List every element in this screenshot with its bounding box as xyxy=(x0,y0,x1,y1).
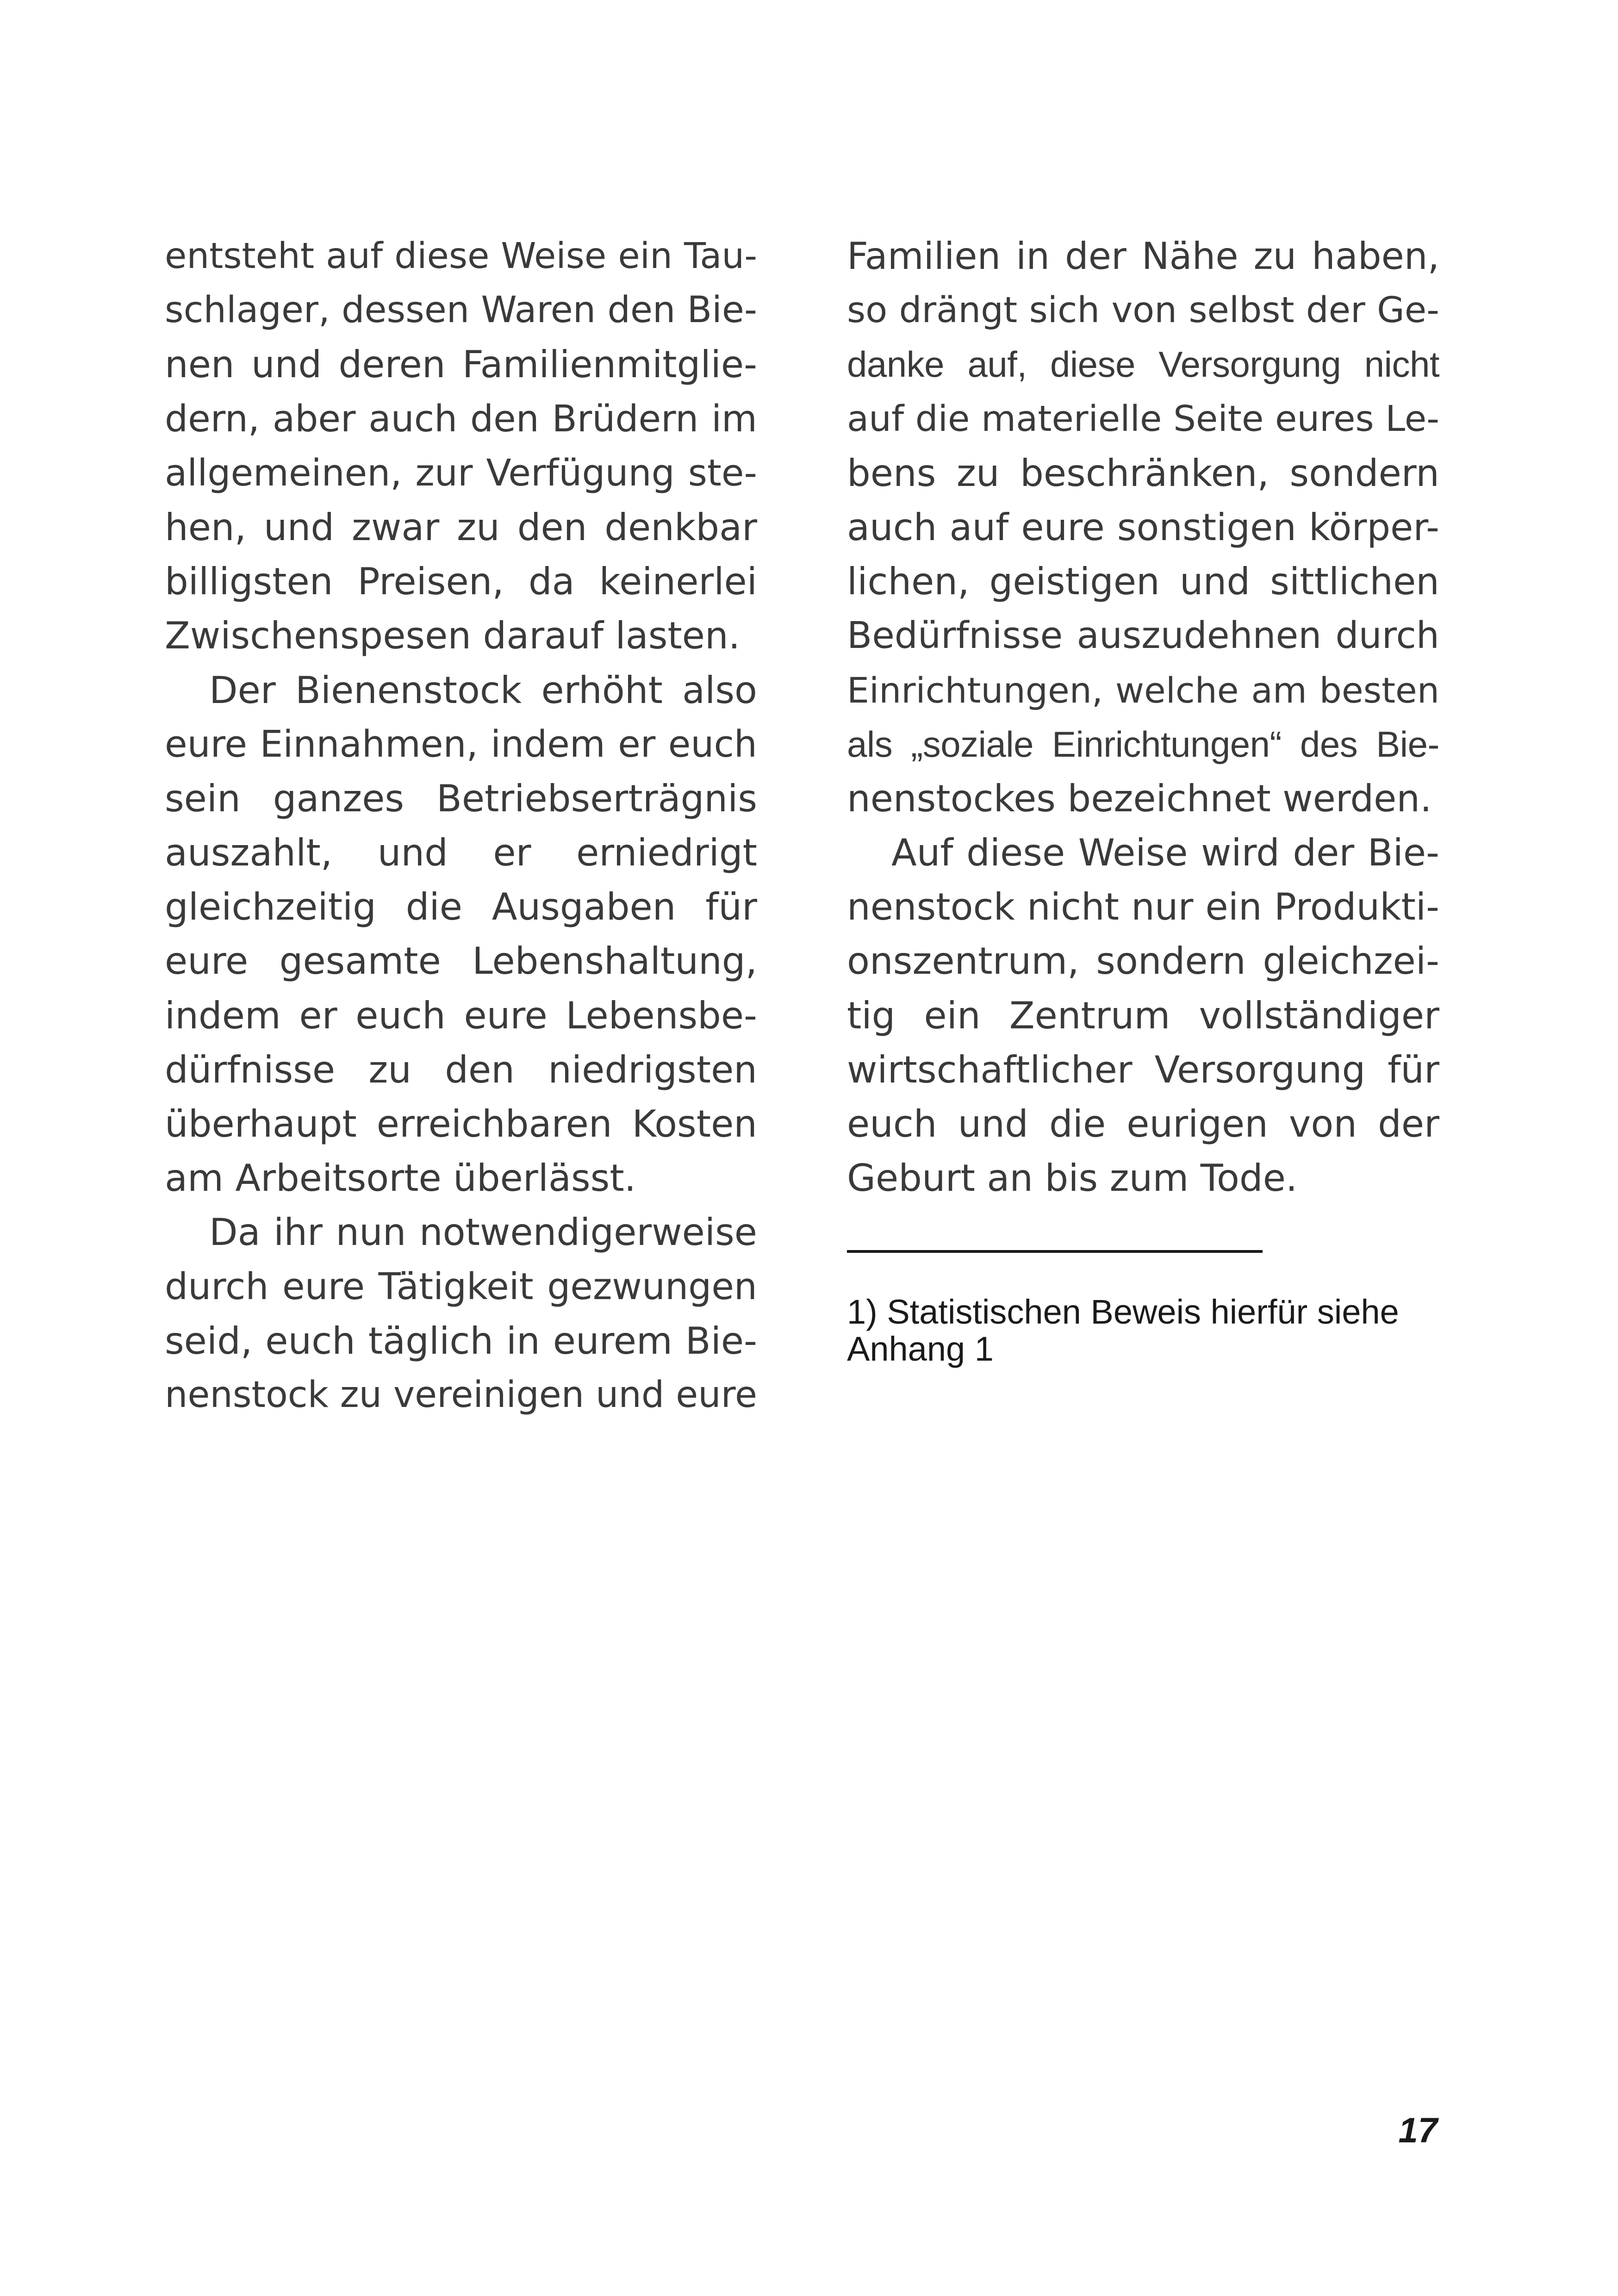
text-line: allgemeinen, zur Verfügung ste- xyxy=(165,451,757,494)
text-line: nenstock zu vereinigen und eure xyxy=(165,1374,757,1416)
paragraph-first-line: Der Bienenstock erhöht also xyxy=(209,668,757,712)
text-line: am Arbeitsorte überlässt. xyxy=(165,1157,636,1200)
paragraph-first-line: Auf diese Weise wird der Bie- xyxy=(891,831,1439,875)
text-line: eure gesamte Lebenshaltung, xyxy=(165,940,757,983)
footnote-divider xyxy=(847,1250,1263,1253)
text-line: nen und deren Familienmitglie- xyxy=(165,343,757,386)
text-line: tig ein Zentrum vollständiger xyxy=(847,994,1439,1037)
paragraph-first-line: Da ihr nun notwendigerweise xyxy=(209,1211,757,1254)
right-text-column xyxy=(847,229,1439,1205)
footnote xyxy=(847,1294,1449,1368)
text-line: auf die materielle Seite eures Le- xyxy=(847,398,1439,440)
text-line: hen, und zwar zu den denkbar xyxy=(165,505,757,549)
text-line: schlager, dessen Waren den Bie- xyxy=(165,289,757,331)
text-line: Familien in der Nähe zu haben, xyxy=(847,235,1439,278)
text-line: so drängt sich von selbst der Ge- xyxy=(847,290,1439,331)
text-line: bens zu beschränken, sondern xyxy=(847,451,1439,495)
text-line: lichen, geistigen und sittlichen xyxy=(847,560,1439,604)
text-line: onszentrum, sondern gleichzei- xyxy=(847,940,1439,983)
text-line: Einrichtungen, welche am besten xyxy=(847,669,1439,711)
text-line: danke auf, diese Versorgung nicht xyxy=(847,344,1439,385)
text-line: wirtschaftlicher Versorgung für xyxy=(847,1048,1439,1091)
text-line: nenstockes bezeichnet werden. xyxy=(847,777,1432,820)
text-line: als „soziale Einrichtungen“ des Bie- xyxy=(847,723,1439,765)
text-line: sein ganzes Betriebserträgnis xyxy=(165,777,757,820)
text-line: Bedürfnisse auszudehnen durch xyxy=(847,614,1439,657)
page-number: 17 xyxy=(1398,2111,1438,2150)
footnote-line: Anhang 1 xyxy=(847,1330,994,1368)
text-line: Zwischenspesen darauf lasten. xyxy=(165,614,741,658)
text-line: Geburt an bis zum Tode. xyxy=(847,1157,1298,1200)
text-line: nenstock nicht nur ein Produkti- xyxy=(847,885,1439,929)
text-line: euch und die eurigen von der xyxy=(847,1102,1439,1145)
text-line: auch auf eure sonstigen körper- xyxy=(847,505,1439,549)
footnote-line: 1) Statistischen Beweis hierfür siehe xyxy=(847,1293,1399,1331)
text-line: indem er euch eure Lebensbe- xyxy=(165,994,757,1037)
text-line: dern, aber auch den Brüdern im xyxy=(165,397,757,440)
text-line: überhaupt erreichbaren Kosten xyxy=(165,1102,757,1145)
text-line: entsteht auf diese Weise ein Tau- xyxy=(165,236,757,277)
text-line: auszahlt, und er erniedrigt xyxy=(165,831,757,875)
text-line: durch eure Tätigkeit gezwungen xyxy=(165,1265,757,1308)
text-line: seid, euch täglich in eurem Bie- xyxy=(165,1319,757,1363)
text-line: dürfnisse zu den niedrigsten xyxy=(165,1048,757,1091)
text-line: eure Einnahmen, indem er euch xyxy=(165,722,757,765)
text-line: billigsten Preisen, da keinerlei xyxy=(165,560,757,604)
text-line: gleichzeitig die Ausgaben für xyxy=(165,885,757,929)
left-text-column xyxy=(165,229,757,1422)
